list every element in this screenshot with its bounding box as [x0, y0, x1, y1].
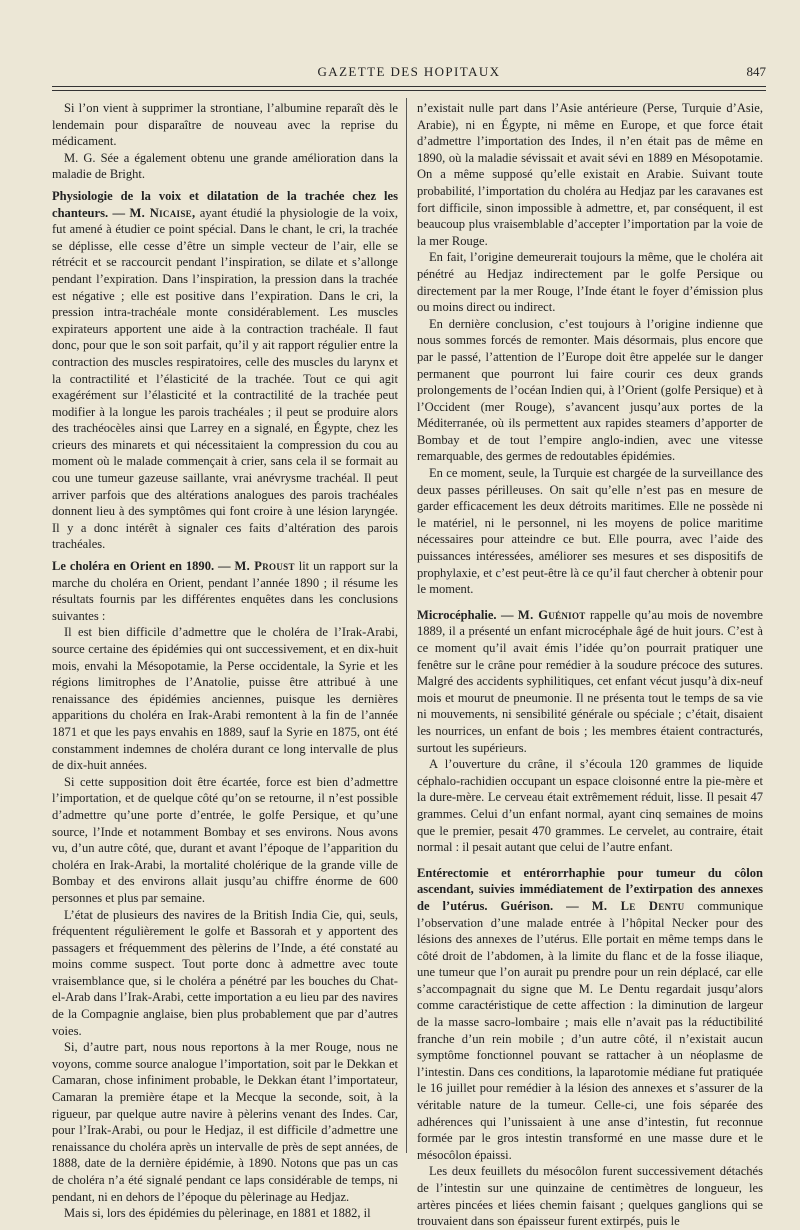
paragraph: Il est bien difficile d’admettre que le choléra de l’Irak-Arabi, source certaine des épidémies qui ont successivement, et en dix-huit mois, envahi la Mésopotamie, la Perse occidentale, la Syrie et les régions limitrophes de l’Anatolie, puisse être attribué à une renaissance des épidémies anciennes, puisque les dernières apparitions du choléra en Irak-Arabi remontent à la fin de l’année 1871 et que les pays envahis en 1889, sauf la Syrie en 1875, ont été constamment indemnes de choléra durant ce long intervalle de plus de dix-huit années.: [52, 625, 398, 773]
section-text: rappelle qu’au mois de novembre 1889, il a présenté un enfant microcéphale âgé de huit jours. C’est à ce moment qu’il avait émis l’idée qu’on pourrait pratiquer une fenêtre sur le crâne pour remédier à la soudure précoce des sutures. Malgré des accidents syphilitiques, cet enfant vécut jusqu’à dix-neuf mois et mourut de pneumonie. Il ne présenta tout le temps de sa vie ni mouvements, ni sensibilité générale ou spéciale ; c’était, disaient les nourrices, un enfant de bois ; les membres étaient contracturés, surtout les supérieurs.: [417, 607, 763, 755]
section-author: M. Nicaise,: [129, 205, 196, 220]
header-rule-thick: [52, 86, 766, 87]
section-heading: Microcéphalie. —: [417, 607, 514, 622]
section-heading: Entérectomie et entérorrhaphie pour tumeur du côlon ascendant, suivies immédiatement de l’extirpation des annexes de l’utérus. Guérison. —: [417, 865, 763, 913]
paragraph: M. G. Sée a également obtenu une grande amélioration dans la maladie de Bright.: [52, 150, 398, 182]
paragraph: Les deux feuillets du mésocôlon furent successivement détachés de l’intestin sur une quinzaine de centimètres de longueur, les artères pincées et liées chemin faisant ; quelques ganglions qui se trouvaient dans son épaisseur furent extirpés, puis le: [417, 1164, 763, 1229]
page-number: 847: [746, 64, 766, 79]
section-text: communique l’observation d’une malade entrée à l’hôpital Necker pour des lésions des annexes de l’utérus. Elle portait en même temps dans le côté droit de l’abdomen, à la limite du flanc et de la fosse iliaque, une tumeur que l’on aurait pu prendre pour un rein déplacé, car elle s’accompagnait du signe que M. Le Dentu regardait jusqu’alors comme caractéristique de cette affection : la diminution de largeur de la masse sacro-lombaire ; mais elle n’avait pas la réductibilité franche d’un rein mobile ; d’un autre côté, il n’existait aucun symptôme fonctionnel pouvant se rattacher à un néoplasme de l’intestin. Dans ces conditions, la laparotomie médiane fut pratiquée le 16 juillet pour remédier à la lésion des annexes et s’assurer de la véritable nature de la tumeur. Celle-ci, une fois séparée des adhérences qui l’unissaient à une anse d’intestin, fut reconnue formée par le gros intestin transformé en une masse dure et le mésocôlon épaissi.: [417, 898, 764, 1162]
page-header: [52, 62, 766, 84]
paragraph: Si cette supposition doit être écartée, force est bien d’admettre l’importation, et de quelque côté qu’on se retourne, il n’est possible d’admettre qu’une porte d’entrée, le golfe Persique, et qu’une source, l’Inde et notamment Bombay et ses environs. Nous avons vu, d’un autre côté, que, durant et avant l’époque de l’apparition du choléra en Irak-Arabi, la mortalité cholérique de la grande ville de Bombay et des environs allait jusqu’au chiffre énorme de 600 personnes et plus par semaine.: [52, 774, 398, 905]
paragraph: En fait, l’origine demeurerait toujours la même, que le choléra ait pénétré au Hedjaz indirectement par le golfe Persique ou directement par la mer Rouge, l’Inde étant le foyer d’émission plus ou moins direct ou indirect.: [417, 250, 763, 315]
section-voice-trachea: [52, 188, 398, 553]
header-rule-thin: [52, 90, 766, 91]
section-author: M. Proust: [234, 559, 295, 574]
paragraph: Si l’on vient à supprimer la strontiane, l’albumine reparaît dès le lendemain pour disparaître de nouveau avec la reprise du médicament.: [52, 101, 398, 149]
section-author: M. Le Dentu: [591, 898, 685, 913]
right-column: [417, 100, 764, 1229]
section-author: M. Guéniot: [517, 607, 586, 622]
paragraph: En ce moment, seule, la Turquie est chargée de la surveillance des deux passes périlleuses. On sait qu’elle n’est pas en mesure de garder efficacement les deux détroits maritimes. Elle ne possède ni le matériel, ni le personnel, ni les moyens de police maritime nécessaires pour atteindre ce but. Elle pourra, avec l’aide des puissances intéressées, améliorer ses mesures et ses dispositifs de prophylaxie, et c’est peut-être là ce qu’il faut chercher à obtenir pour le moment.: [417, 466, 763, 597]
paragraph: L’état de plusieurs des navires de la British India Cie, qui, seuls, fréquentent régulièrement le golfe et Bassorah et y apportent des passagers et fréquemment des pèlerins de l’Inde, a été constaté au moins comme suspect. Tout porte donc à admettre avec toute vraisemblance que, si le choléra a pénétré par les bouches du Chat-el-Arab dans l’Irak-Arabi, cette importation a eu lieu par des navires de la Compagnie anglaise, bien plus probablement que par d’autres voies.: [52, 907, 398, 1038]
paragraph: n’existait nulle part dans l’Asie antérieure (Perse, Turquie d’Asie, Arabie), ni en Égypte, ni même en Europe, et que force était d’admettre l’importation des Indes, il n’en était pas de même en 1890, où la maladie sévissait et avait sévi en 1889 en Mésopotamie. On a même supposé qu’elle existait en Arabie. Suivant toute probabilité, l’importation du choléra au Hedjaz par les caravanes est fort difficile, sinon impossible à admettre, et, par conséquent, il est beaucoup plus vraisemblable d’accepter l’importation par la voie de la mer Rouge.: [417, 101, 763, 248]
section-microcephaly: [417, 607, 763, 756]
left-column: [52, 100, 399, 1221]
section-text: lit un rapport sur la marche du choléra en Orient, pendant l’année 1890 ; il résume les résultats fournis par les différentes enquêtes dans les conclusions suivantes :: [52, 559, 398, 623]
section-cholera-orient: [52, 558, 398, 624]
section-heading: Physiologie de la voix et dilatation de la trachée chez les chanteurs. —: [52, 188, 398, 220]
paragraph: A l’ouverture du crâne, il s’écoula 120 grammes de liquide céphalo-rachidien occupant un espace cloisonné entre la pie-mère et la dure-mère. Le cerveau était extrêmement réduit, lisse. Il pesait 47 grammes. Celui d’un enfant normal, ayant cinq semaines de moins que le premier, pesait 470 grammes. Le cervelet, au contraire, était normal : il pesait autant que celui de l’autre enfant.: [417, 757, 763, 855]
paragraph: Si, d’autre part, nous nous reportons à la mer Rouge, nous ne voyons, comme source analogue l’importation, soit par le Dekkan et Camaran, chose infiniment probable, le Dekkan étant l’importateur, Camaran la première étape et la Mecque la seconde, soit, à la rigueur, par quelque autre navire à pèlerins venant des Indes. Car, pour l’Irak-Arabi, ou pour le Hedjaz, il est difficile d’admettre une renaissance du choléra après un intervalle de près de sept années, de 1888, date de la dernière épidémie, à 1890. Notons que pas un cas de choléra n’a été signalé pendant ce laps considérable de temps, ni pendant, ni en dehors de l’époque du pèlerinage au Hedjaz.: [52, 1040, 398, 1204]
journal-title: GAZETTE DES HOPITAUX: [317, 64, 501, 79]
section-heading: Le choléra en Orient en 1890. —: [52, 559, 231, 574]
paragraph: Mais si, lors des épidémies du pèlerinage, en 1881 et 1882, il: [64, 1206, 371, 1221]
section-text: ayant étudié la physiologie de la voix, fut amené à étudier ce point spécial. Dans le chant, le cri, la trachée se déplisse, elle cesse d’être un simple vecteur de l’air, elle se rétrécit et se raccourcit pendant l’inspiration, se dilate et s’allonge pendant l’expiration. Dans l’inspiration, la pression dans la trachée est négative ; elle est positive dans l’expiration. Dans le cri, la pression intra-trachéale monte considérablement. Les muscles expirateurs apportent une aide à la contraction trachéale. Il faut donc, pour que le son soit parfait, qu’il y ait rapport régulier entre la contraction des muscles respiratoires, celle des muscles du larynx et la contractilité et l’élasticité de la trachée. Tout ce qui agit exagérément sur l’élasticité et la contractilité de la trachée peut modifier à la longue les parois trachéales ; il peut se produire alors des trachéocèles ainsi que Larrey en a signalé, en Égypte, chez les crieurs des minarets et qui nécessitaient la compression du cou au moment où le malade commençait à crier, sans cela il se formait au cou une tumeur gazeuse saillante, vrai anévrysme trachéal. Il peut arriver parfois que des altérations analogues des parois trachéales donnent lieu à des symptômes qui font croire à une lésion laryngée. Il y a donc intérêt à signaler ces faits d’altération des parois trachéales.: [52, 205, 399, 552]
column-divider: [406, 98, 407, 1153]
paragraph: En dernière conclusion, c’est toujours à l’origine indienne que nous sommes forcés de remonter. Mais désormais, plus encore que par le passé, l’attention de l’Europe doit être appelée sur le danger permanent que pourront lui faire courir ces deux grands prolongements de l’océan Indien qui, à l’Orient (golfe Persique) et à l’Occident (mer Rouge), s’avancent jusqu’aux portes de la Méditerranée, où ils permettent aux rapides steamers d’apporter de Bombay et de tout l’empire anglo-indien, avec une vitesse remarquable, des germes de redoutables épidémies.: [417, 316, 763, 464]
section-enterectomy: [417, 865, 763, 1164]
